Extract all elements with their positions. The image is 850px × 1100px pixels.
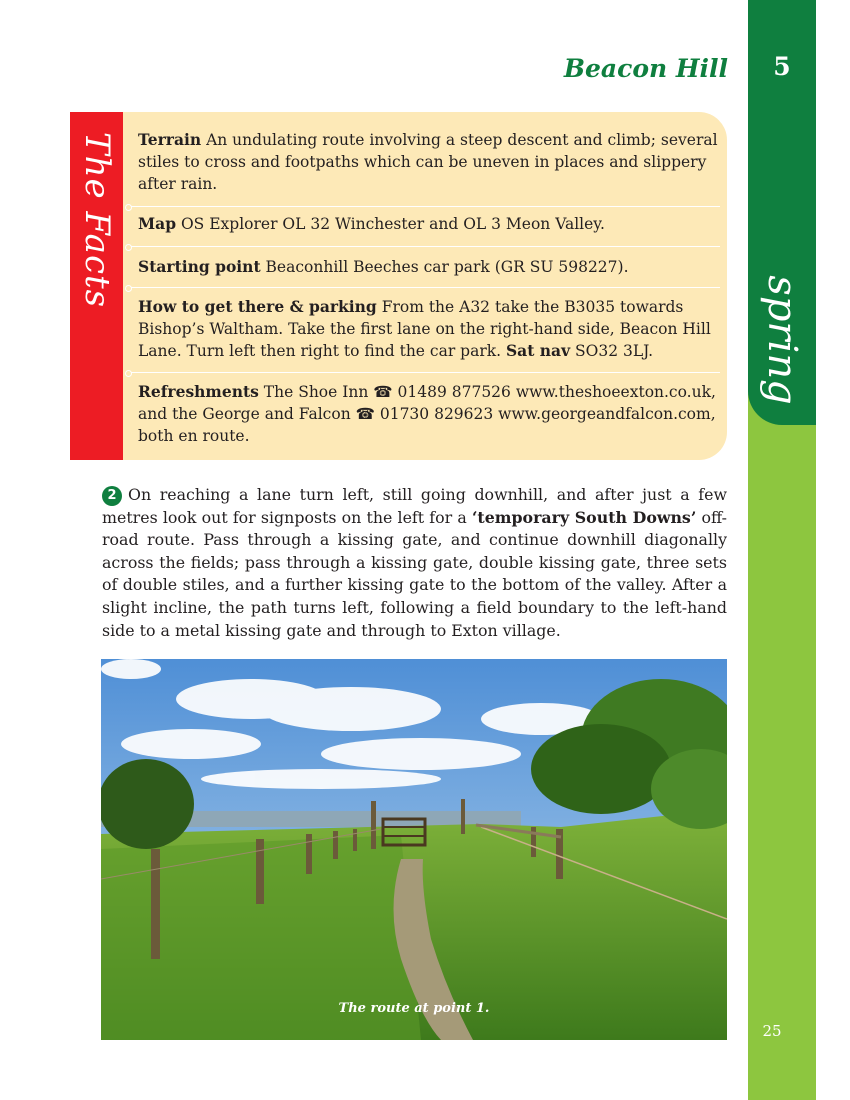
fact-terrain [138,129,718,195]
fact-parking [138,296,718,362]
fact-text: 01730 829623 www.georgeandfalcon.com, both en route. [138,405,716,445]
facts-divider [130,287,720,288]
facts-tab-label: The Facts [77,131,117,309]
satnav-label: Sat nav [505,341,571,360]
fact-text: The Shoe Inn [258,383,374,401]
phone-icon: ☎ [373,383,393,401]
fact-label: Refreshments [138,382,259,401]
route-photo [101,659,727,1040]
satnav-text: SO32 3LJ. [570,342,654,360]
season-label: spring [759,275,805,405]
fact-text: 01489 877526 www.theshoeexton.co.uk, and the George and Falcon [138,383,716,423]
step-text: off-road route. Pass through a kissing gate, and continue downhill diagonally across the fields; pass through a kissing gate, double kissing gate, three sets of double stiles, and a further kissing gate to the bottom of the valley. After a slight incline, the path turns left, following a field boundary to the left-hand side to a metal kissing gate and through to Exton village. [102,507,728,640]
fact-label: Starting point [138,257,261,276]
chapter-number: 5 [773,52,791,81]
fact-text: From the A32 take the B3035 towards Bishop’s Waltham. Take the first lane on the right-hand side, Beacon Hill Lane. Turn left then right to find the car park. [138,298,711,360]
facts-divider [130,246,720,247]
fact-label: Terrain [138,130,202,149]
fact-starting-point [138,256,718,278]
route-step [102,484,727,642]
photo-caption: The route at point 1. [338,1001,490,1016]
fact-refreshments [138,381,718,447]
fact-label: Map [138,214,177,233]
facts-divider [130,372,720,373]
fact-text: An undulating route involving a steep descent and climb; several stiles to cross and footpaths which can be uneven in places and slippery after rain. [138,131,718,193]
landscape-image [101,659,727,1040]
page-number: 25 [762,1022,782,1040]
step-highlight: ‘temporary South Downs’ [471,507,697,527]
fact-text: OS Explorer OL 32 Winchester and OL 3 Meon Valley. [176,215,605,233]
step-number-badge: 2 [102,486,122,506]
step-text: On reaching a lane turn left, still going downhill, and after just a few metres look out for signposts on the left for a [102,485,727,527]
facts-divider [130,206,720,207]
fact-text: Beaconhill Beeches car park (GR SU 598227). [260,258,629,276]
fact-label: How to get there & parking [138,297,377,316]
page-title: Beacon Hill [563,54,728,83]
phone-icon: ☎ [355,405,375,423]
fact-map [138,213,718,235]
